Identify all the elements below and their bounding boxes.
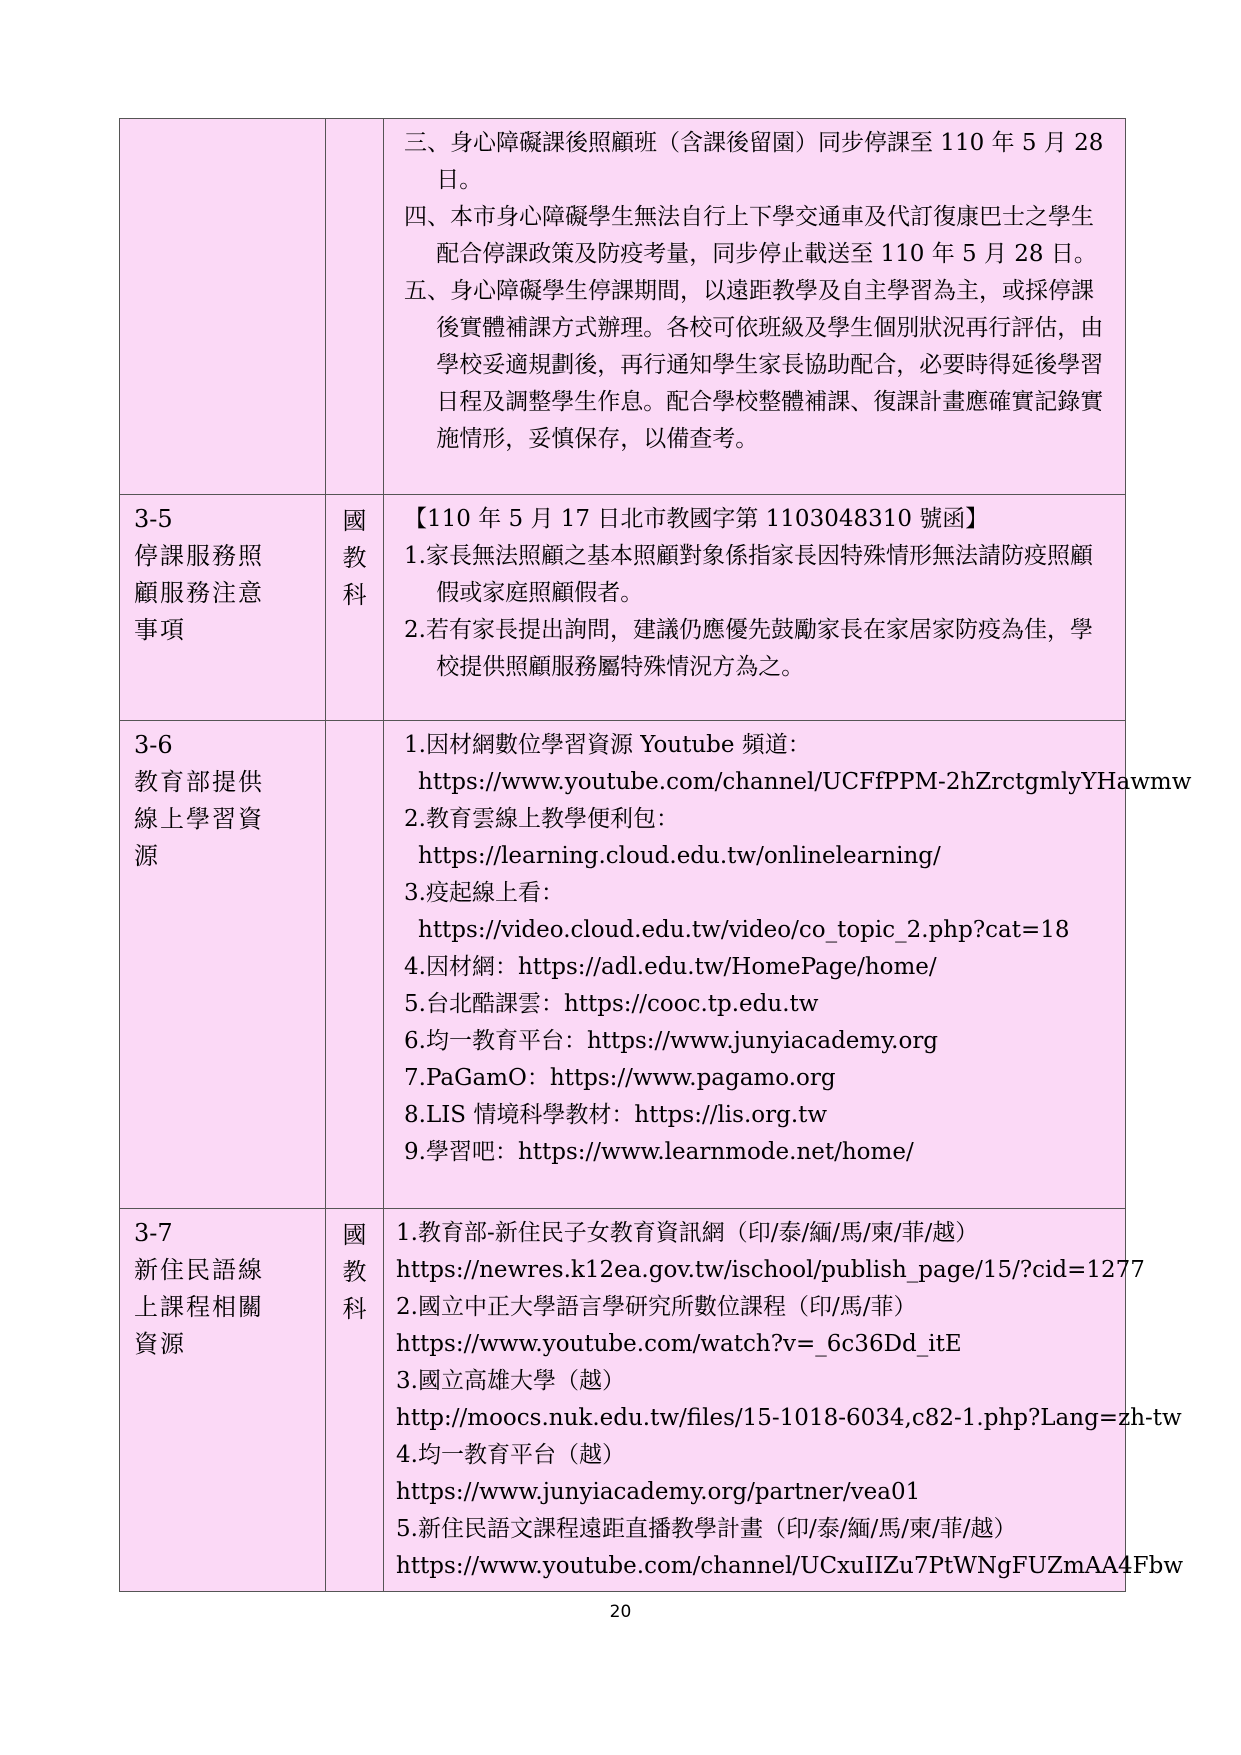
resource-link[interactable]: https://newres.k12ea.gov.tw/ischool/publish_page/15/?cid=1277 xyxy=(396,1257,1145,1283)
unit-char: 科 xyxy=(342,581,367,609)
unit-cell xyxy=(326,1209,384,1592)
unit-cell xyxy=(326,119,384,495)
resource-label: 4.均一教育平台（越） xyxy=(396,1442,625,1468)
resource-label: 3.疫起線上看： xyxy=(404,880,564,906)
resource-link[interactable]: https://www.junyiacademy.org/partner/vea01 xyxy=(396,1479,921,1505)
item-cell xyxy=(120,721,326,1209)
resource-link[interactable]: http://moocs.nuk.edu.tw/files/15-1018-6034,c82-1.php?Lang=zh-tw xyxy=(396,1405,1182,1431)
resource-link[interactable]: https://www.youtube.com/watch?v=_6c36Dd_itE xyxy=(396,1331,962,1357)
resource-item[interactable]: 5.台北酷課雲：https://cooc.tp.edu.tw xyxy=(404,991,819,1017)
content-item: 1.家長無法照顧之基本照顧對象係指家長因特殊情形無法請防疫照顧假或家庭照顧假者。 xyxy=(404,543,1093,606)
item-cell xyxy=(120,495,326,721)
resource-item[interactable]: 9.學習吧：https://www.learnmode.net/home/ xyxy=(404,1139,914,1165)
unit-cell xyxy=(326,495,384,721)
unit-char: 國 xyxy=(342,507,367,535)
table-row xyxy=(120,1209,1126,1592)
item-number: 3-6 xyxy=(134,731,173,759)
resource-item[interactable]: 7.PaGamO：https://www.pagamo.org xyxy=(404,1065,836,1091)
unit-char: 國 xyxy=(342,1221,367,1249)
resource-label: 3.國立高雄大學（越） xyxy=(396,1368,625,1394)
item-title: 教育部提供線上學習資源 xyxy=(134,768,264,870)
table-row xyxy=(120,495,1126,721)
resource-link[interactable]: https://www.youtube.com/channel/UCxuIIZu7PtWNgFUZmAA4Fbw xyxy=(396,1553,1184,1579)
item-cell xyxy=(120,119,326,495)
resource-item[interactable]: 8.LIS 情境科學教材：https://lis.org.tw xyxy=(404,1102,828,1128)
resource-label: 5.新住民語文課程遠距直播教學計畫（印/泰/緬/馬/柬/菲/越） xyxy=(396,1516,1017,1542)
resource-link[interactable]: https://learning.cloud.edu.tw/onlinelearning/ xyxy=(418,843,941,869)
document-table xyxy=(119,118,1192,1592)
content-cell xyxy=(384,1209,1184,1592)
content-cell xyxy=(384,495,1126,721)
content-item: 三、身心障礙課後照顧班（含課後留園）同步停課至 110 年 5 月 28 日。 xyxy=(404,130,1104,193)
item-title: 新住民語線上課程相關資源 xyxy=(134,1256,264,1358)
table-row xyxy=(120,721,1126,1209)
resource-link[interactable]: https://video.cloud.edu.tw/video/co_topic_2.php?cat=18 xyxy=(418,917,1070,943)
content-cell xyxy=(384,119,1126,495)
item-cell xyxy=(120,1209,326,1592)
item-number: 3-7 xyxy=(134,1219,173,1247)
unit-char: 教 xyxy=(342,1258,367,1286)
table-row xyxy=(120,119,1126,495)
resource-item[interactable]: 6.均一教育平台：https://www.junyiacademy.org xyxy=(404,1028,939,1054)
resource-link[interactable]: https://www.youtube.com/channel/UCFfPPM-2hZrctgmlyYHawmw xyxy=(418,769,1192,795)
resource-item[interactable]: 4.因材網：https://adl.edu.tw/HomePage/home/ xyxy=(404,954,937,980)
content-item: 四、本市身心障礙學生無法自行上下學交通車及代訂復康巴士之學生配合停課政策及防疫考量，同步停止載送至 110 年 5 月 28 日。 xyxy=(404,204,1097,267)
content-header: 【110 年 5 月 17 日北市教國字第 1103048310 號函】 xyxy=(404,506,989,532)
resource-label: 2.教育雲線上教學便利包： xyxy=(404,806,679,832)
content-item: 2.若有家長提出詢問，建議仍應優先鼓勵家長在家居家防疫為佳，學校提供照顧服務屬特殊情況方為之。 xyxy=(404,617,1093,680)
item-number: 3-5 xyxy=(134,505,173,533)
unit-char: 科 xyxy=(342,1295,367,1323)
unit-cell xyxy=(326,721,384,1209)
resource-label: 1.因材網數位學習資源 Youtube 頻道： xyxy=(404,732,811,758)
item-title: 停課服務照顧服務注意事項 xyxy=(134,542,264,644)
content-item: 五、身心障礙學生停課期間，以遠距教學及自主學習為主，或採停課後實體補課方式辦理。各校可依班級及學生個別狀況再行評估，由學校妥適規劃後，再行通知學生家長協助配合，必要時得延後學習日程及調整學生作息。配合學校整體補課、復課計畫應確實記錄實施情形，妥慎保存，以備查考。 xyxy=(404,278,1104,452)
resource-label: 1.教育部-新住民子女教育資訊網（印/泰/緬/馬/柬/菲/越） xyxy=(396,1220,979,1246)
content-cell xyxy=(384,721,1192,1209)
resource-label: 2.國立中正大學語言學研究所數位課程（印/馬/菲） xyxy=(396,1294,917,1320)
unit-char: 教 xyxy=(342,544,367,572)
page-number: 20 xyxy=(609,1602,632,1622)
